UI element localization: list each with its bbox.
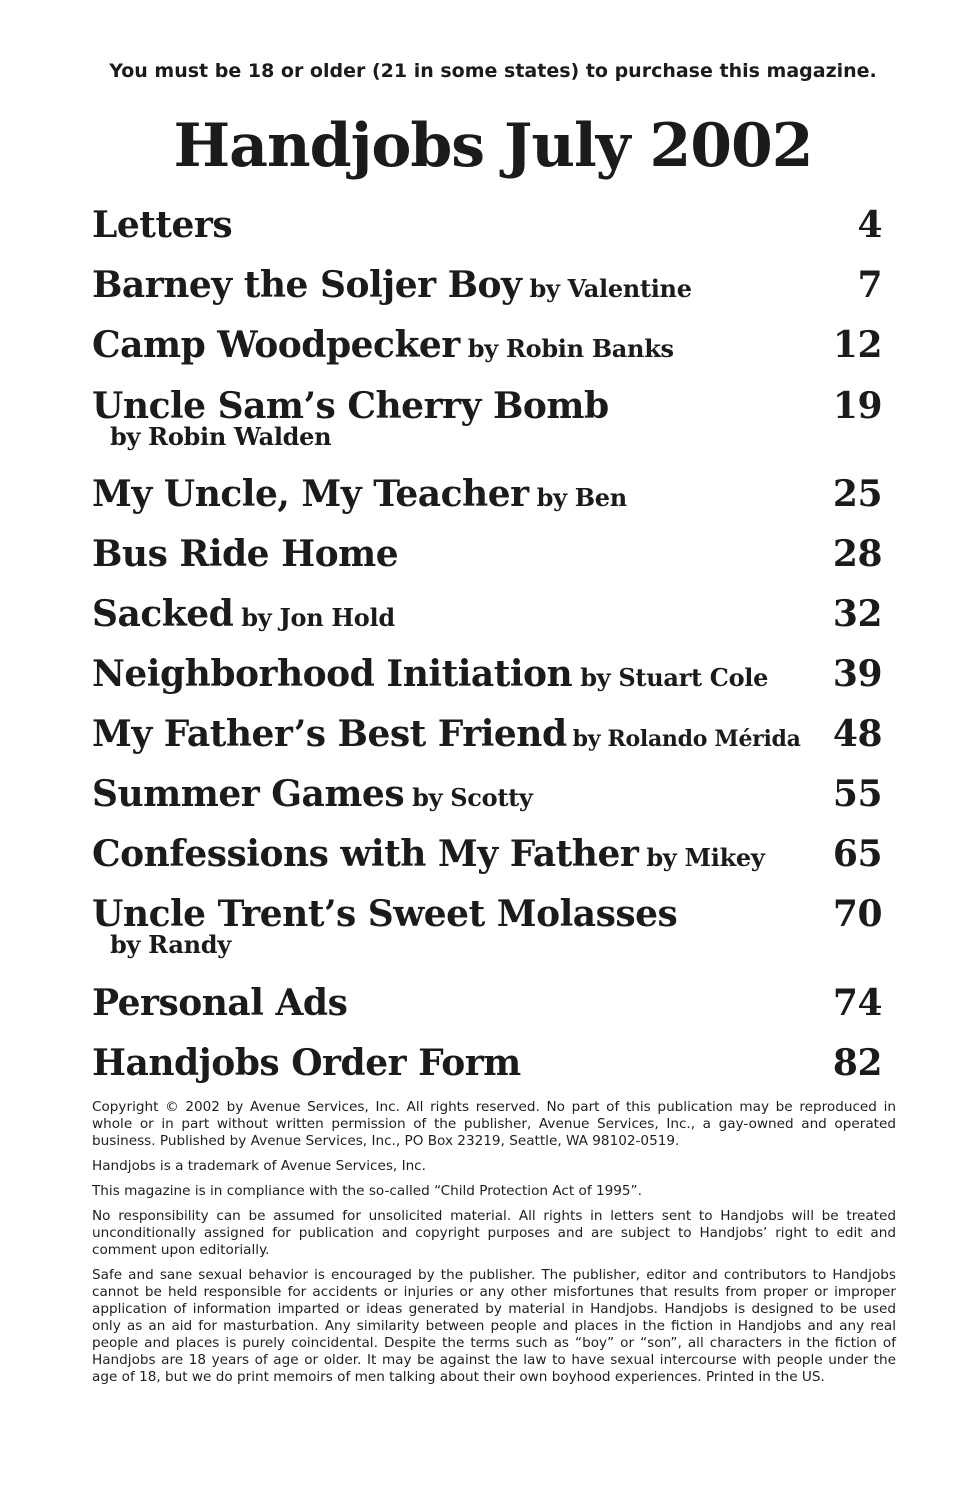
toc-entry-title: My Uncle, My Teacher [92, 473, 529, 515]
toc-entry-page: 82 [832, 1042, 882, 1084]
toc-entry-author: by Robin Walden [110, 422, 332, 451]
toc-entry-author: by Robin Banks [467, 334, 674, 363]
toc-entry [92, 1042, 882, 1084]
toc-entry-title: Sacked [92, 593, 234, 635]
page-title: Handjobs July 2002 [173, 111, 813, 181]
toc-entry-author: by Rolando Mérida [572, 726, 801, 752]
trademark-paragraph: Handjobs is a trademark of Avenue Services, Inc. [92, 1158, 426, 1174]
toc-entry-author: by Valentine [529, 274, 692, 303]
toc-entry-page: 70 [832, 893, 882, 935]
toc-entry-page: 74 [832, 982, 882, 1024]
disclaimer-paragraph: Safe and sane sexual behavior is encouraged by the publisher. The publisher, editor and contributors to Handjobs cannot be held responsible for accidents or injuries or any other misfortunes that results from proper or improper application of information imparted or ideas generated by material in Handjobs. Handjobs is designed to be used only as an aid for masturbation. Any similarity between people and places in the fiction in Handjobs and any real people and places is purely coincidental. Despite the terms such as “boy” or “son”, all characters in the fiction of Handjobs are 18 years of age or older. It may be against the law to have sexual intercourse with people under the age of 18, but we do print memoirs of men talking about their own boyhood experiences. Printed in the US. [92, 1267, 896, 1385]
compliance-paragraph: This magazine is in compliance with the so-called “Child Protection Act of 1995”. [92, 1183, 642, 1199]
toc-entry-title: Personal Ads [92, 982, 348, 1024]
toc-entry [92, 893, 882, 959]
age-notice: You must be 18 or older (21 in some states) to purchase this magazine. [109, 60, 877, 82]
toc-entry-title: My Father’s Best Friend [92, 713, 567, 755]
toc-entry [92, 713, 882, 755]
toc-entry-author: by Mikey [646, 843, 765, 872]
toc-entry-page: 48 [832, 713, 882, 755]
toc-entry-title: Uncle Trent’s Sweet Molasses [92, 893, 678, 935]
toc-entry [92, 593, 882, 635]
toc-entry-title: Letters [92, 204, 233, 246]
toc-entry [92, 264, 882, 306]
toc-entry-title: Uncle Sam’s Cherry Bomb [92, 385, 609, 427]
toc-entry [92, 204, 882, 246]
toc-entry-author: by Randy [110, 930, 231, 959]
toc-entry-title: Barney the Soljer Boy [92, 264, 522, 306]
toc-entry-page: 19 [832, 385, 882, 427]
legal-notices [92, 1099, 896, 1394]
toc-entry [92, 653, 882, 695]
toc-entry-author: by Ben [536, 483, 627, 512]
toc-entry-page: 12 [832, 324, 882, 366]
toc-entry-title: Camp Woodpecker [92, 324, 460, 366]
toc-entry-page: 65 [832, 833, 882, 875]
toc-entry [92, 533, 882, 575]
toc-entry [92, 773, 882, 815]
copyright-paragraph: Copyright © 2002 by Avenue Services, Inc. All rights reserved. No part of this publication may be reproduced in whole or in part without written permission of the publisher, Avenue Services, Inc., a gay-owned and operated business. Published by Avenue Services, Inc., PO Box 23219, Seattle, WA 98102-0519. [92, 1099, 896, 1149]
toc-entry-page: 25 [832, 473, 882, 515]
toc-entry-page: 39 [832, 653, 882, 695]
toc-entry-title: Bus Ride Home [92, 533, 399, 575]
toc-entry [92, 982, 882, 1024]
toc-entry-author: by Stuart Cole [580, 663, 769, 692]
toc-entry [92, 833, 882, 875]
toc-entry-page: 55 [832, 773, 882, 815]
toc-entry-page: 28 [832, 533, 882, 575]
toc-entry-title: Handjobs Order Form [92, 1042, 521, 1084]
toc-entry-title: Neighborhood Initiation [92, 653, 573, 695]
toc-entry-page: 4 [857, 204, 882, 246]
toc-entry-title: Confessions with My Father [92, 833, 639, 875]
toc-entry [92, 473, 882, 515]
toc-entry-author: by Scotty [412, 783, 533, 812]
toc-entry-author: by Jon Hold [241, 603, 395, 632]
toc-entry-title: Summer Games [92, 773, 405, 815]
toc-entry [92, 385, 882, 451]
toc-entry-page: 32 [832, 593, 882, 635]
toc-entry-page: 7 [857, 264, 882, 306]
toc-entry [92, 324, 882, 366]
responsibility-paragraph: No responsibility can be assumed for unsolicited material. All rights in letters sent to Handjobs will be treated unconditionally assigned for publication and copyright purposes and are subject to Handjobs’ right to edit and comment upon editorially. [92, 1208, 896, 1258]
